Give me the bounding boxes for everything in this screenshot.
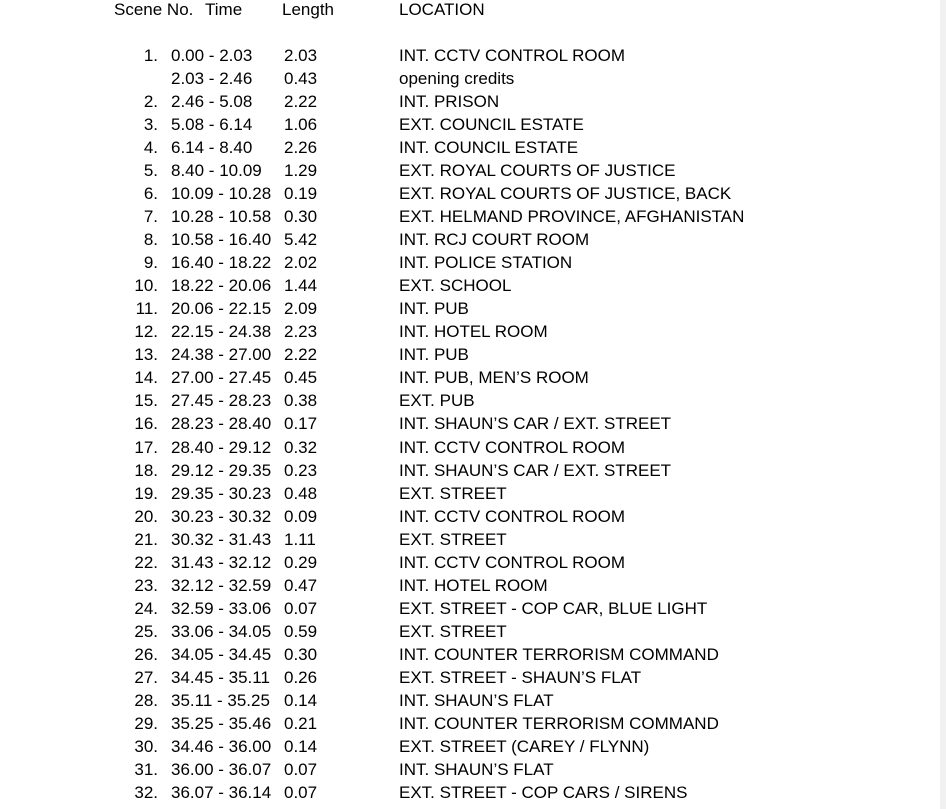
scene-location: INT. SHAUN’S CAR / EXT. STREET (399, 414, 672, 434)
scene-row (0, 620, 940, 643)
scene-number: 31. (134, 759, 158, 779)
scene-location: INT. HOTEL ROOM (399, 322, 548, 342)
scene-location: INT. PRISON (399, 92, 500, 112)
scene-number: 27. (134, 667, 158, 687)
scene-row (0, 666, 940, 689)
scene-number: 22. (134, 552, 158, 572)
scene-location: EXT. STREET (399, 621, 507, 641)
scene-length: 0.23 (284, 460, 318, 480)
scene-length: 0.32 (284, 437, 318, 457)
scene-length: 0.26 (284, 667, 318, 687)
scene-length: 0.47 (284, 575, 318, 595)
scene-time: 35.11 - 35.25 (171, 690, 270, 710)
scene-number: 11. (135, 299, 158, 319)
scene-location: EXT. STREET (399, 529, 507, 549)
scene-length: 0.14 (284, 690, 318, 710)
scene-row (0, 643, 940, 666)
scene-time: 10.28 - 10.58 (171, 207, 272, 227)
scene-location: EXT. ROYAL COURTS OF JUSTICE (399, 161, 676, 181)
scene-number: 26. (134, 644, 158, 664)
scene-length: 2.26 (284, 138, 318, 158)
scene-row (0, 136, 940, 159)
scene-row (0, 366, 940, 389)
scene-number: 30. (134, 736, 158, 756)
scene-location: INT. CCTV CONTROL ROOM (399, 506, 626, 526)
scene-location: INT. POLICE STATION (399, 253, 573, 273)
scene-number: 25. (134, 621, 158, 641)
scene-time: 34.45 - 35.11 (171, 667, 270, 687)
scene-length: 2.22 (284, 92, 318, 112)
scene-row (0, 343, 940, 366)
scene-location: EXT. STREET (CAREY / FLYNN) (399, 736, 650, 756)
scene-row (0, 44, 940, 67)
scene-location: EXT. STREET - COP CARS / SIRENS (399, 782, 688, 802)
scene-location: INT. RCJ COURT ROOM (399, 230, 590, 250)
scene-length: 1.29 (284, 161, 318, 181)
scene-number: 18. (134, 460, 158, 480)
scene-time: 5.08 - 6.14 (171, 115, 253, 135)
scene-row (0, 182, 940, 205)
scene-time: 22.15 - 24.38 (171, 322, 272, 342)
scene-number: 28. (134, 690, 158, 710)
scene-row (0, 90, 940, 113)
scene-length: 2.22 (284, 345, 318, 365)
scene-location: INT. COUNTER TERRORISM COMMAND (399, 713, 719, 733)
scene-row (0, 228, 940, 251)
scene-number: 12. (134, 322, 158, 342)
scene-length: 0.30 (284, 207, 318, 227)
scene-row (0, 320, 940, 343)
scene-row (0, 482, 940, 505)
scene-row (0, 251, 940, 274)
scene-location: INT. HOTEL ROOM (399, 575, 548, 595)
scene-time: 34.46 - 36.00 (171, 736, 272, 756)
scene-location: INT. CCTV CONTROL ROOM (399, 46, 626, 65)
scene-time: 29.12 - 29.35 (171, 460, 272, 480)
header-scene-no: Scene No. (114, 0, 194, 19)
scene-length: 0.19 (284, 184, 318, 204)
scene-time: 20.06 - 22.15 (171, 299, 272, 319)
scene-location: EXT. SCHOOL (399, 276, 512, 296)
scene-location: opening credits (399, 69, 515, 89)
scene-row (0, 459, 940, 482)
scene-location: EXT. HELMAND PROVINCE, AFGHANISTAN (399, 207, 745, 227)
scene-location: INT. PUB (399, 299, 469, 319)
scene-number: 7. (143, 207, 158, 227)
scene-time: 29.35 - 30.23 (171, 483, 272, 503)
scene-time: 27.45 - 28.23 (171, 391, 272, 411)
scene-location: INT. CCTV CONTROL ROOM (399, 437, 626, 457)
scene-number: 17. (134, 437, 158, 457)
scene-length: 2.02 (284, 253, 318, 273)
scene-row (0, 712, 940, 735)
scene-length: 0.07 (284, 759, 318, 779)
scene-number: 24. (134, 598, 158, 618)
scene-time: 27.00 - 27.45 (171, 368, 272, 388)
scene-location: INT. COUNTER TERRORISM COMMAND (399, 644, 719, 664)
scene-length: 0.21 (284, 713, 318, 733)
scene-length: 0.30 (284, 644, 318, 664)
scene-time: 8.40 - 10.09 (171, 161, 262, 181)
header-time: Time (205, 0, 243, 19)
scene-location: INT. SHAUN’S FLAT (399, 690, 554, 710)
scene-length: 1.44 (284, 276, 318, 296)
scene-location: EXT. STREET (399, 483, 507, 503)
scene-length: 2.03 (284, 46, 318, 65)
scene-number: 2. (143, 92, 158, 112)
scene-length: 0.17 (284, 414, 318, 434)
scene-location: EXT. COUNCIL ESTATE (399, 115, 584, 135)
scene-time: 30.23 - 30.32 (171, 506, 272, 526)
scene-row (0, 528, 940, 551)
scene-number: 15. (134, 391, 158, 411)
scene-number: 16. (134, 414, 158, 434)
scene-location: INT. COUNCIL ESTATE (399, 138, 579, 158)
scene-time: 33.06 - 34.05 (171, 621, 272, 641)
scene-length: 5.42 (284, 230, 318, 250)
scene-length: 0.07 (284, 782, 318, 802)
scene-length: 2.09 (284, 299, 318, 319)
scene-time: 2.46 - 5.08 (171, 92, 253, 112)
scene-time: 16.40 - 18.22 (171, 253, 272, 273)
scene-row (0, 205, 940, 228)
scene-number: 29. (134, 713, 158, 733)
scene-time: 0.00 - 2.03 (171, 46, 253, 65)
scene-time: 36.00 - 36.07 (171, 759, 272, 779)
scene-location: INT. CCTV CONTROL ROOM (399, 552, 626, 572)
scene-length: 0.48 (284, 483, 318, 503)
scene-row (0, 781, 940, 804)
scene-row (0, 758, 940, 781)
scene-number: 32. (134, 782, 158, 802)
scene-time: 32.59 - 33.06 (171, 598, 272, 618)
scene-length: 0.45 (284, 368, 318, 388)
scene-number: 4. (143, 138, 158, 158)
scene-row (0, 505, 940, 528)
scene-number: 10. (134, 276, 158, 296)
scene-time: 10.58 - 16.40 (171, 230, 272, 250)
scene-number: 21. (134, 529, 158, 549)
scene-length: 0.43 (284, 69, 318, 89)
scene-number: 23. (134, 575, 158, 595)
scene-location: EXT. STREET - SHAUN’S FLAT (399, 667, 642, 687)
scene-location: EXT. ROYAL COURTS OF JUSTICE, BACK (399, 184, 732, 204)
scene-length: 1.06 (284, 115, 318, 135)
scene-row (0, 436, 940, 459)
scene-number: 5. (143, 161, 158, 181)
scene-location: INT. SHAUN’S CAR / EXT. STREET (399, 460, 672, 480)
header-location: LOCATION (399, 0, 485, 19)
scene-number: 20. (134, 506, 158, 526)
scene-location: INT. PUB, MEN’S ROOM (399, 368, 589, 388)
scene-row (0, 551, 940, 574)
scene-length: 0.59 (284, 621, 318, 641)
scene-row (0, 574, 940, 597)
scene-time: 30.32 - 31.43 (171, 529, 272, 549)
scene-time: 28.40 - 29.12 (171, 437, 272, 457)
scene-location: INT. PUB (399, 345, 469, 365)
scene-time: 18.22 - 20.06 (171, 276, 272, 296)
scene-row (0, 297, 940, 320)
scene-time: 34.05 - 34.45 (171, 644, 272, 664)
scene-time: 2.03 - 2.46 (171, 69, 253, 89)
scrollbar[interactable] (940, 0, 946, 809)
scene-length: 0.38 (284, 391, 318, 411)
scene-row (0, 735, 940, 758)
scene-length: 1.11 (284, 529, 316, 549)
scene-number: 8. (143, 230, 158, 250)
scene-length: 0.07 (284, 598, 318, 618)
scene-row (0, 689, 940, 712)
scene-number: 1. (143, 46, 158, 65)
scene-location: EXT. STREET - COP CAR, BLUE LIGHT (399, 598, 708, 618)
scene-number: 14. (134, 368, 158, 388)
scene-length: 2.23 (284, 322, 318, 342)
scene-row (0, 159, 940, 182)
scene-number: 13. (134, 345, 158, 365)
scene-row (0, 412, 940, 435)
scene-row (0, 113, 940, 136)
scene-length: 0.14 (284, 736, 318, 756)
scene-time: 36.07 - 36.14 (171, 782, 272, 802)
scene-number: 9. (143, 253, 158, 273)
scene-time: 28.23 - 28.40 (171, 414, 272, 434)
header-length: Length (282, 0, 334, 19)
scene-time: 6.14 - 8.40 (171, 138, 253, 158)
scene-time: 24.38 - 27.00 (171, 345, 272, 365)
scene-location: INT. SHAUN’S FLAT (399, 759, 554, 779)
scene-time: 32.12 - 32.59 (171, 575, 272, 595)
scene-length: 0.29 (284, 552, 318, 572)
scene-row (0, 389, 940, 412)
scene-row (0, 67, 940, 90)
scene-number: 3. (143, 115, 158, 135)
scene-row (0, 274, 940, 297)
scene-time: 31.43 - 32.12 (171, 552, 272, 572)
scene-time: 35.25 - 35.46 (171, 713, 272, 733)
scene-location: EXT. PUB (399, 391, 475, 411)
scene-row (0, 597, 940, 620)
scene-number: 19. (134, 483, 158, 503)
scene-time: 10.09 - 10.28 (171, 184, 272, 204)
scene-length: 0.09 (284, 506, 318, 526)
scene-number: 6. (143, 184, 158, 204)
